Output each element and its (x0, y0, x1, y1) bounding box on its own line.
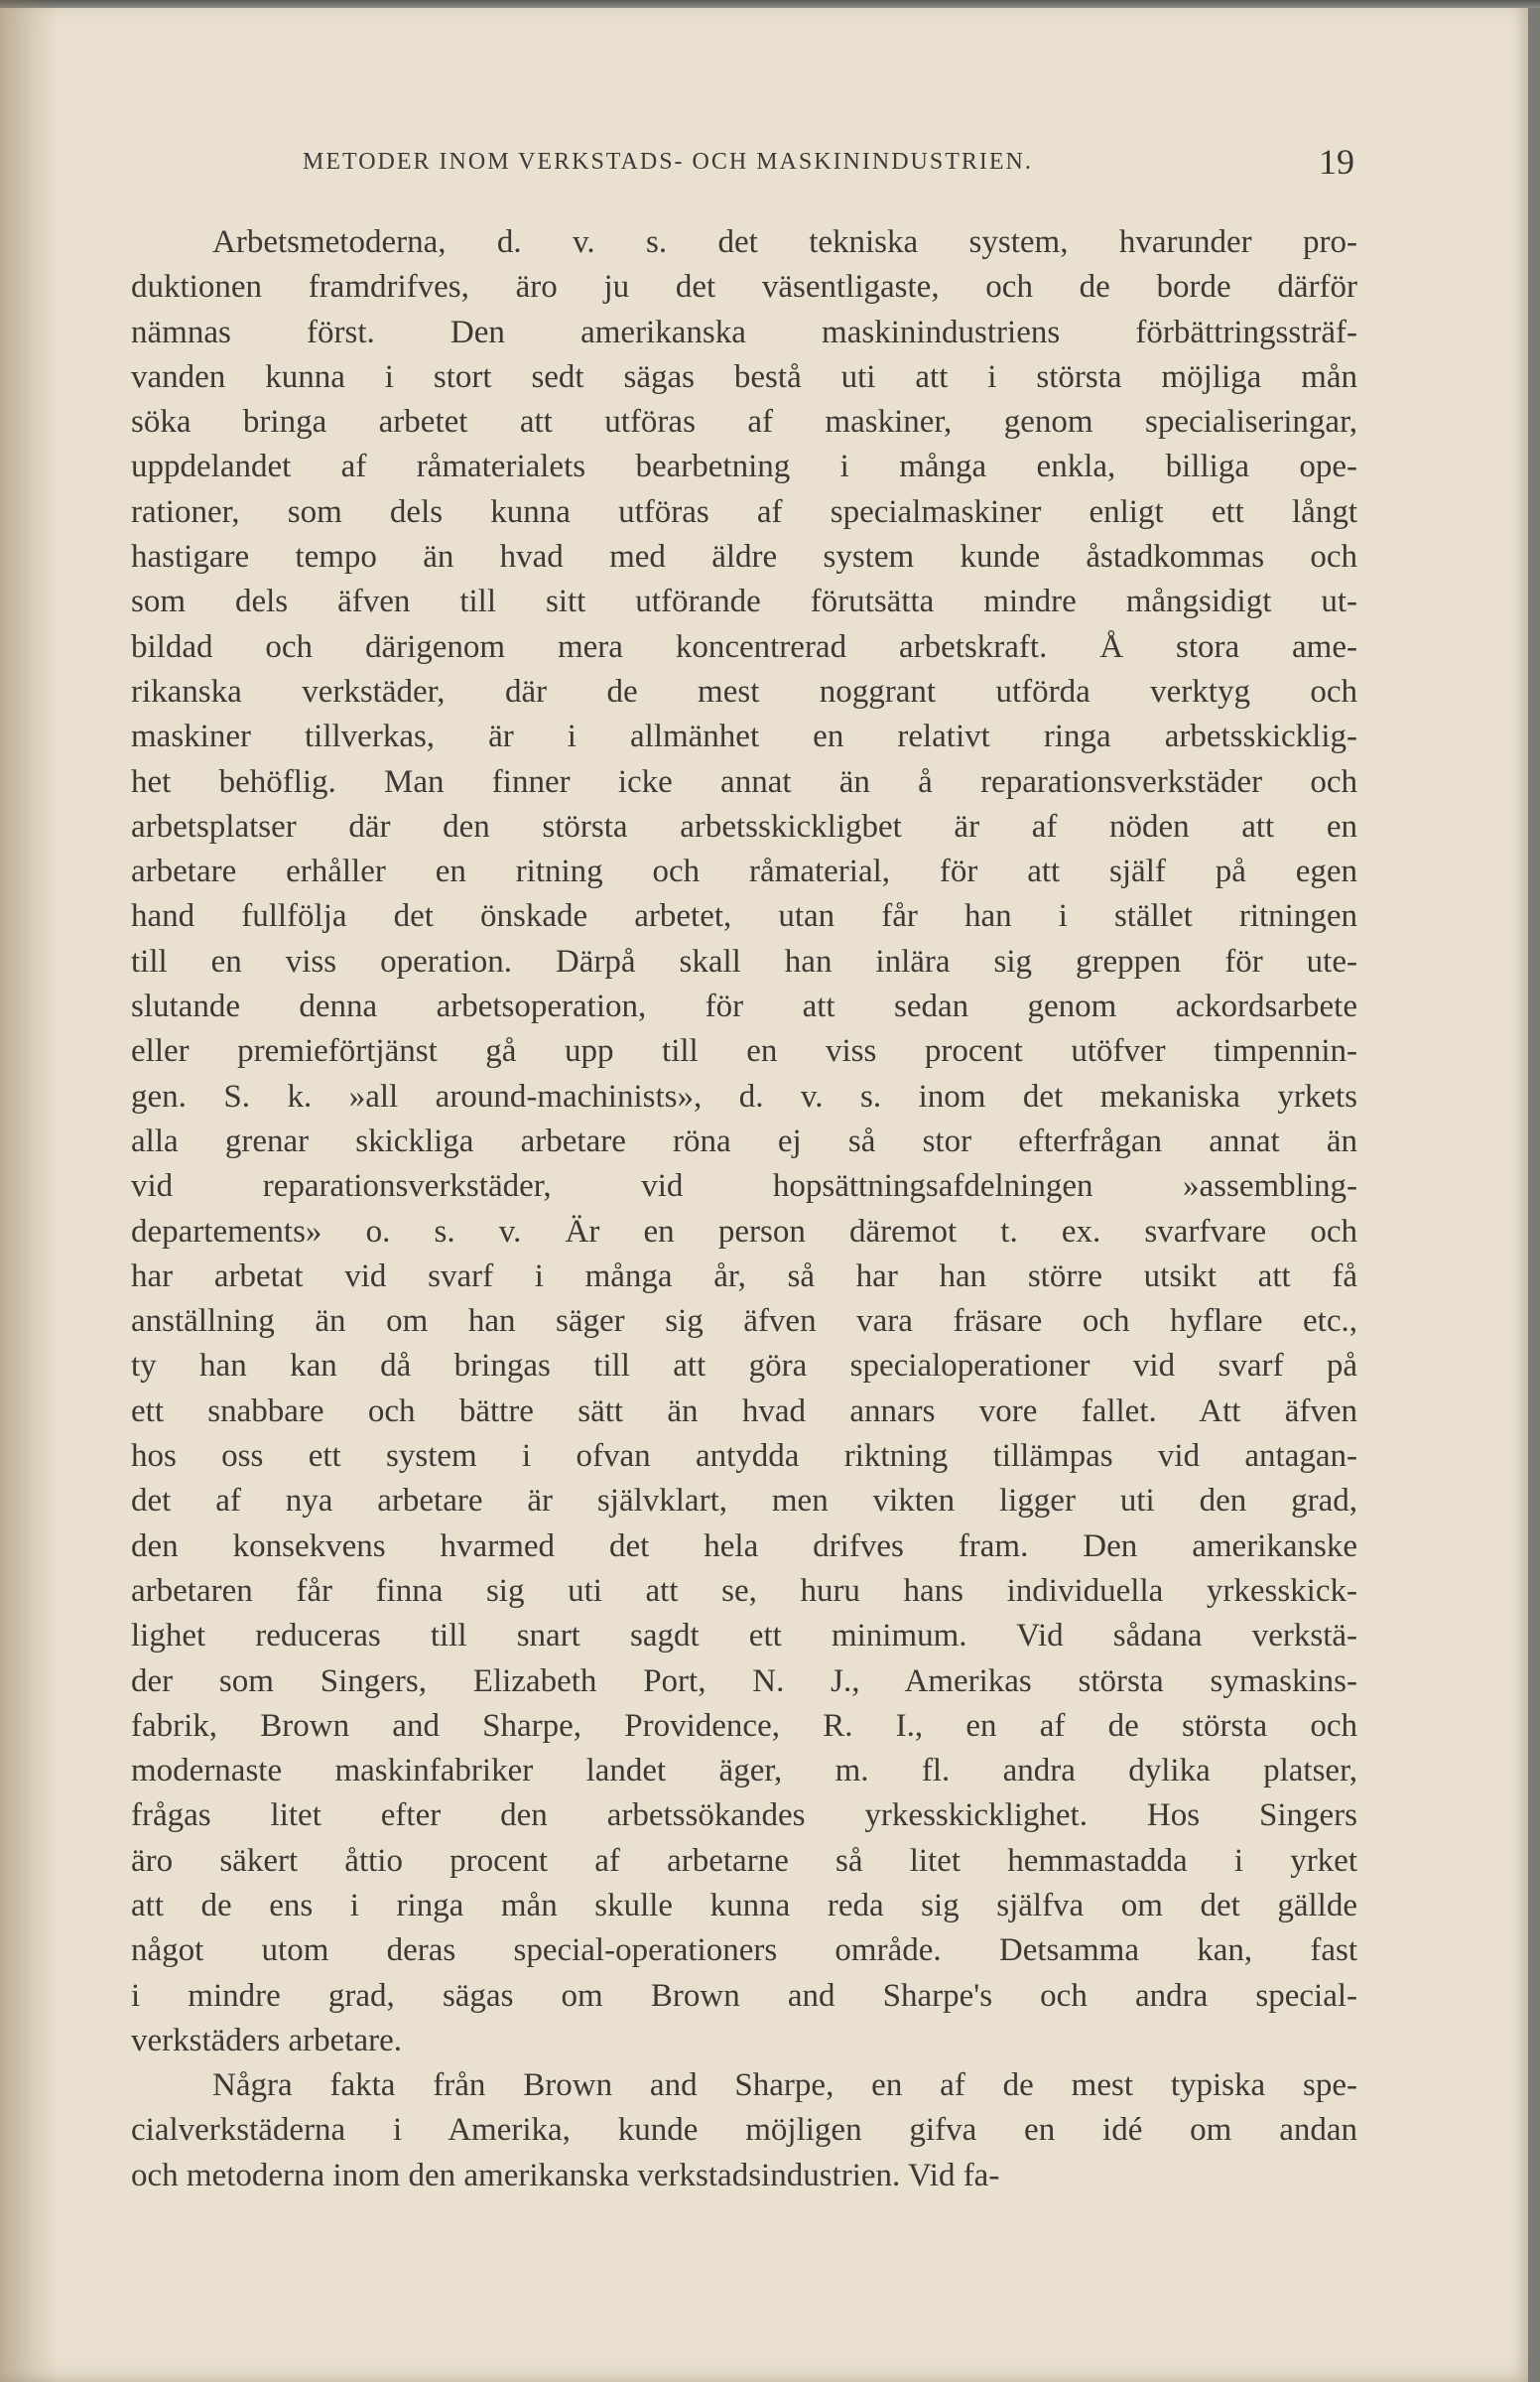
text-line: maskiner tillverkas, är i allmänhet en relativt ringa arbetsskicklig- (131, 719, 1357, 755)
text-line: fabrik, Brown and Sharpe, Providence, R. I., en af de största och (131, 1707, 1357, 1744)
text-line: duktionen framdrifves, äro ju det väsentligaste, och de borde därför (131, 269, 1357, 306)
text-line: arbetare erhåller en ritning och råmaterial, för att själf på egen (131, 854, 1357, 890)
text-line: uppdelandet af råmaterialets bearbetning i många enkla, billiga ope- (131, 449, 1357, 485)
text-line: bildad och därigenom mera koncentrerad arbetskraft. Å stora ame- (131, 628, 1357, 665)
text-line: som dels äfven till sitt utförande förutsätta mindre mångsidigt ut- (131, 584, 1357, 620)
text-line: nämnas först. Den amerikanska maskinindustriens förbättringssträf- (131, 314, 1357, 350)
text-line: söka bringa arbetet att utföras af maskiner, genom specialiseringar, (131, 404, 1357, 441)
text-line: slutande denna arbetsoperation, för att sedan genom ackordsarbete (131, 989, 1357, 1025)
text-line: ty han kan då bringas till att göra specialoperationer vid svarf på (131, 1348, 1357, 1385)
page-top-edge (0, 0, 1540, 8)
text-line: rikanska verkstäder, där de mest noggrant utförda verktyg och (131, 673, 1357, 710)
text-line: departements» o. s. v. Är en person däremot t. ex. svarfvare och (131, 1213, 1357, 1250)
text-line: lighet reduceras till snart sagdt ett minimum. Vid sådana verkstä- (131, 1618, 1357, 1654)
text-line: har arbetat vid svarf i många år, så har han större utsikt att få (131, 1257, 1357, 1294)
text-line: der som Singers, Elizabeth Port, N. J., Amerikas största symaskins- (131, 1662, 1357, 1699)
text-line: frågas litet efter den arbetssökandes yrkesskicklighet. Hos Singers (131, 1797, 1357, 1834)
text-line: Några fakta från Brown and Sharpe, en af de mest typiska spe- (212, 2067, 1357, 2104)
running-head: METODER INOM VERKSTADS- OCH MASKININDUSTRIEN. (303, 149, 1033, 175)
text-line: cialverkstäderna i Amerika, kunde möjligen gifva en idé om andan (131, 2112, 1357, 2149)
text-line: ett snabbare och bättre sätt än hvad annars vore fallet. Att äfven (131, 1392, 1357, 1429)
text-line: det af nya arbetare är självklart, men vikten ligger uti den grad, (131, 1483, 1357, 1520)
page-gutter-shadow (0, 0, 60, 2382)
text-line: i mindre grad, sägas om Brown and Sharpe's och andra special- (131, 1977, 1357, 2014)
text-line: och metoderna inom den amerikanska verkstadsindustrien. Vid fa- (131, 2157, 1000, 2193)
text-line: modernaste maskinfabriker landet äger, m. fl. andra dylika platser, (131, 1753, 1357, 1789)
text-line: hastigare tempo än hvad med äldre system kunde åstadkommas och (131, 539, 1357, 576)
text-line: vid reparationsverkstäder, vid hopsättningsafdelningen »assembling- (131, 1168, 1357, 1205)
text-line: hand fullfölja det önskade arbetet, utan får han i stället ritningen (131, 898, 1357, 935)
text-line: anställning än om han säger sig äfven vara fräsare och hyflare etc., (131, 1303, 1357, 1340)
page-number: 19 (1319, 142, 1354, 182)
text-line: arbetsplatser där den största arbetsskickligbet är af nöden att en (131, 808, 1357, 845)
body-text (131, 220, 1357, 2198)
text-line: rationer, som dels kunna utföras af specialmaskiner enligt ett långt (131, 493, 1357, 530)
text-line: gen. S. k. »all around-machinists», d. v. s. inom det mekaniska yrkets (131, 1078, 1357, 1115)
text-line: något utom deras special-operationers område. Detsamma kan, fast (131, 1932, 1357, 1969)
text-line: vanden kunna i stort sedt sägas bestå uti att i största möjliga mån (131, 358, 1357, 395)
text-line: Arbetsmetoderna, d. v. s. det tekniska system, hvarunder pro- (212, 224, 1357, 260)
text-line: den konsekvens hvarmed det hela drifves fram. Den amerikanske (131, 1527, 1357, 1564)
text-line: till en viss operation. Därpå skall han inlära sig greppen för ute- (131, 943, 1357, 980)
text-line: äro säkert åttio procent af arbetarne så litet hemmastadda i yrket (131, 1842, 1357, 1879)
text-line: arbetaren får finna sig uti att se, huru hans individuella yrkesskick- (131, 1572, 1357, 1609)
text-line: alla grenar skickliga arbetare röna ej så stor efterfrågan annat än (131, 1123, 1357, 1159)
text-line: hos oss ett system i ofvan antydda riktning tillämpas vid antagan- (131, 1438, 1357, 1475)
text-line: verkstäders arbetare. (131, 2022, 403, 2058)
text-line: het behöflig. Man finner icke annat än å reparationsverkstäder och (131, 763, 1357, 800)
text-line: eller premieförtjänst gå upp till en viss procent utöfver timpennin- (131, 1033, 1357, 1070)
text-line: att de ens i ringa mån skulle kunna reda sig själfva om det gällde (131, 1887, 1357, 1923)
